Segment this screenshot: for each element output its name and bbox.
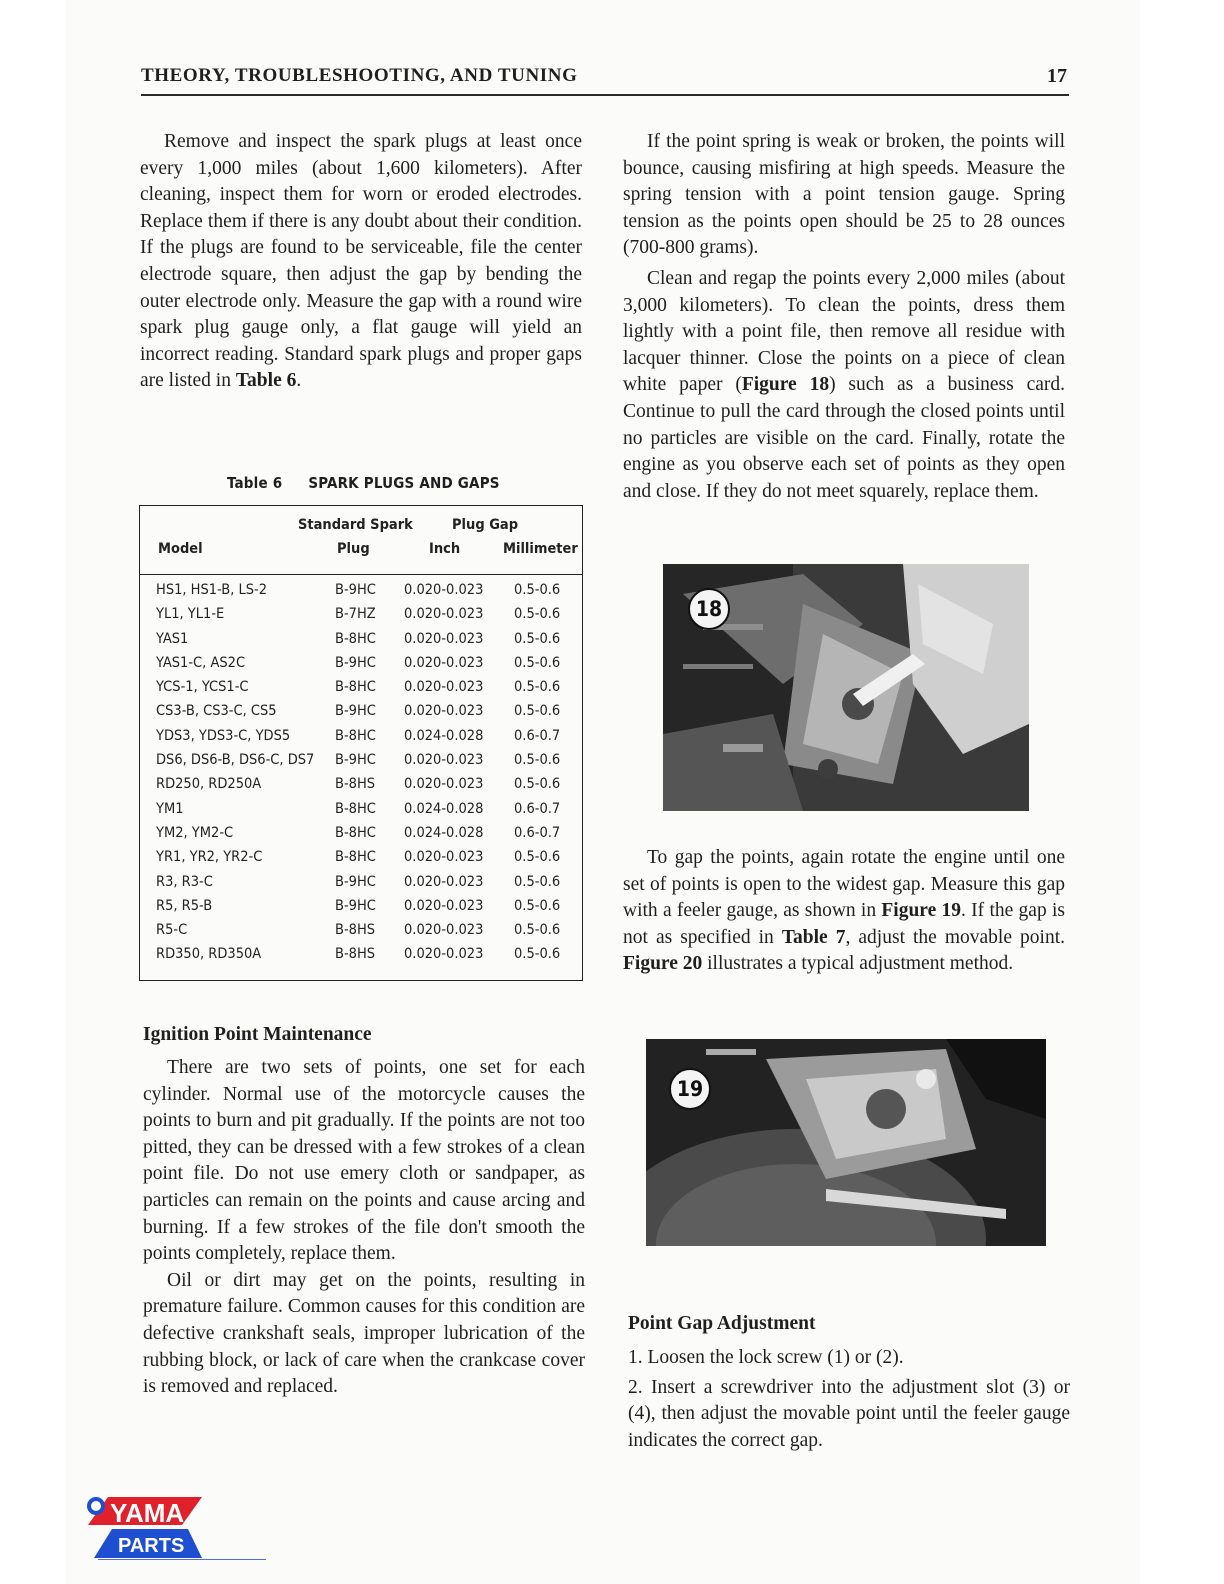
cell-plug: B-8HC — [335, 800, 376, 817]
cell-inch: 0.020-0.023 — [404, 630, 484, 647]
cell-model: RD350, RD350A — [156, 946, 262, 963]
step-1: 1. Loosen the lock screw (1) or (2). — [628, 1347, 904, 1368]
cell-plug: B-9HC — [335, 897, 376, 914]
cell-model: YM2, YM2-C — [156, 824, 234, 841]
page-number: 17 — [1047, 65, 1067, 87]
cell-inch: 0.020-0.023 — [404, 946, 484, 963]
text-run: Clean and regap the points every 2,000 miles (about 3,000 kilometers). To clean the points, dress them lightly with a point file, then remove all residue with lacquer thinner. Close the points on a piece of clean white paper ( — [623, 267, 1065, 396]
left-column-ignition — [143, 1024, 585, 1401]
cell-millimeter: 0.5-0.6 — [514, 679, 561, 696]
cell-inch: 0.020-0.023 — [404, 897, 484, 914]
bold-reference: Table 6 — [235, 370, 297, 392]
ignition-heading: Ignition Point Maintenance — [143, 1024, 372, 1045]
cell-inch: 0.024-0.028 — [404, 824, 484, 841]
cell-plug: B-7HZ — [335, 606, 376, 623]
step-2: 2. Insert a screwdriver into the adjustment slot (3) or (4), then adjust the movable point until the feeler gauge indicates the correct gap. — [628, 1376, 1070, 1451]
header-plug: Plug — [337, 541, 370, 557]
cell-inch: 0.020-0.023 — [404, 582, 484, 598]
cell-millimeter: 0.5-0.6 — [514, 654, 561, 671]
table-row — [140, 752, 582, 776]
right-column-adjustment — [628, 1313, 1070, 1454]
yama-parts-logo[interactable] — [84, 1492, 274, 1562]
right-column-top — [623, 129, 1065, 505]
left-column-intro — [140, 129, 582, 395]
spring-paragraph: If the point spring is weak or broken, the points will bounce, causing misfiring at high speeds. Measure the spring tension with a point tension gauge. Spring tension as the points open should be 25 to 28 ounces (700-800 grams). — [623, 131, 1065, 259]
table-body — [140, 582, 582, 971]
logo-bottom-text: PARTS — [118, 1535, 185, 1557]
running-header — [141, 62, 1069, 96]
cell-model: YCS-1, YCS1-C — [156, 679, 249, 696]
cell-plug: B-9HC — [335, 654, 376, 671]
spark-plug-paragraph — [140, 129, 582, 395]
ignition-paragraph-1: There are two sets of points, one set for each cylinder. Normal use of the motorcycle causes the points to burn and pit gradually. If the points are not too pitted, they can be dressed with a few strokes of a clean point file. Do not use emery cloth or sandpaper, as particles can remain on the points and cause arcing and burning. If a few strokes of the file don't smooth the points completely, replace them. — [143, 1057, 585, 1265]
cell-plug: B-8HC — [335, 824, 376, 841]
table-row — [140, 631, 582, 655]
text-run: ) such as a business card. Continue to pull the card through the closed points until no particles are visible on the card. Finally, rotate the engine as you observe each set of points as they open and close. If they do not meet squarely, replace them. — [623, 374, 1065, 502]
cell-model: YR1, YR2, YR2-C — [156, 849, 263, 866]
logo-graphic — [84, 1492, 274, 1562]
gap-points-paragraph — [623, 845, 1065, 978]
table-row — [140, 849, 582, 873]
header-inch: Inch — [429, 541, 461, 557]
table-row — [140, 703, 582, 727]
cell-inch: 0.020-0.023 — [404, 606, 484, 623]
header-standard-spark: Standard Spark — [298, 517, 413, 533]
logo-top-text: YAMA — [110, 1498, 185, 1528]
table-row — [140, 655, 582, 679]
text-run: illustrates a typical adjustment method. — [702, 953, 1014, 975]
cell-millimeter: 0.6-0.7 — [514, 800, 561, 817]
cell-millimeter: 0.5-0.6 — [514, 582, 561, 598]
table-row — [140, 679, 582, 703]
cell-model: YAS1-C, AS2C — [156, 654, 246, 671]
figure-18-photo — [663, 564, 1029, 811]
cell-inch: 0.020-0.023 — [404, 654, 484, 671]
table-row — [140, 825, 582, 849]
table-row — [140, 922, 582, 946]
text-run: , adjust the movable point. — [845, 926, 1065, 948]
header-millimeter: Millimeter — [503, 541, 578, 557]
cell-inch: 0.020-0.023 — [404, 849, 484, 866]
cell-model: YAS1 — [156, 630, 189, 647]
cell-model: YL1, YL1-E — [156, 606, 225, 623]
cell-millimeter: 0.5-0.6 — [514, 946, 561, 963]
right-column-gap — [623, 845, 1065, 978]
cell-plug: B-8HC — [335, 727, 376, 744]
table-caption-title: SPARK PLUGS AND GAPS — [308, 474, 500, 492]
cell-inch: 0.020-0.023 — [404, 922, 484, 939]
cell-plug: B-8HC — [335, 849, 376, 866]
cell-model: DS6, DS6-B, DS6-C, DS7 — [156, 752, 315, 769]
table-row — [140, 946, 582, 970]
cell-plug: B-9HC — [335, 752, 376, 769]
cell-plug: B-8HS — [335, 922, 376, 939]
table-row — [140, 874, 582, 898]
cell-millimeter: 0.5-0.6 — [514, 606, 561, 623]
header-title: THEORY, TROUBLESHOOTING, AND TUNING — [141, 65, 578, 86]
cell-inch: 0.020-0.023 — [404, 679, 484, 696]
figure-19-photo — [646, 1039, 1046, 1246]
cell-model: CS3-B, CS3-C, CS5 — [156, 703, 277, 720]
cell-millimeter: 0.5-0.6 — [514, 752, 561, 769]
cell-millimeter: 0.5-0.6 — [514, 897, 561, 914]
cell-model: R5-C — [156, 922, 188, 939]
cell-millimeter: 0.5-0.6 — [514, 922, 561, 939]
cell-inch: 0.020-0.023 — [404, 776, 484, 793]
table-row — [140, 801, 582, 825]
cell-inch: 0.020-0.023 — [404, 873, 484, 890]
adjustment-heading: Point Gap Adjustment — [628, 1313, 816, 1334]
bold-reference: Figure 19 — [881, 900, 962, 922]
cell-inch: 0.024-0.028 — [404, 800, 484, 817]
logo-underline — [98, 1559, 266, 1560]
header-plug-gap: Plug Gap — [452, 517, 519, 533]
bold-reference: Table 7 — [781, 926, 846, 948]
cell-plug: B-9HC — [335, 873, 376, 890]
figure-18-badge: 18 — [688, 588, 730, 630]
bold-reference: Figure 20 — [623, 953, 703, 975]
figure-19-illustration — [646, 1039, 1046, 1246]
cell-millimeter: 0.5-0.6 — [514, 703, 561, 720]
cell-model: YM1 — [156, 800, 184, 817]
cell-model: YDS3, YDS3-C, YDS5 — [156, 727, 291, 744]
clean-points-paragraph — [623, 266, 1065, 505]
figure-19-badge: 19 — [669, 1068, 711, 1110]
table-row — [140, 582, 582, 606]
bold-reference: Figure 18 — [741, 374, 830, 396]
cell-plug: B-8HS — [335, 776, 376, 793]
table-caption-label: Table 6 — [227, 474, 283, 492]
text-run: To gap the points, again rotate the engine until one set of points is open to the widest gap. Measure this gap with a feeler gauge, as shown in — [623, 847, 1065, 922]
spark-plugs-table — [139, 505, 583, 981]
cell-millimeter: 0.5-0.6 — [514, 849, 561, 866]
cell-model: RD250, RD250A — [156, 776, 262, 793]
text-run: . — [296, 370, 302, 392]
table-row — [140, 776, 582, 800]
cell-model: HS1, HS1-B, LS-2 — [156, 582, 268, 598]
cell-inch: 0.024-0.028 — [404, 727, 484, 744]
cell-millimeter: 0.5-0.6 — [514, 630, 561, 647]
cell-model: R5, R5-B — [156, 897, 213, 914]
cell-plug: B-9HC — [335, 703, 376, 720]
table-caption — [227, 474, 500, 492]
cell-millimeter: 0.6-0.7 — [514, 727, 561, 744]
text-run: Remove and inspect the spark plugs at least once every 1,000 miles (about 1,600 kilometers). After cleaning, inspect them for worn or eroded electrodes. Replace them if there is any doubt about their condition. If the plugs are found to be serviceable, file the center electrode square, then adjust the gap by bending the outer electrode only. Measure the gap with a round wire spark plug gauge only, a flat gauge will yield an incorrect reading. Standard spark plugs and proper gaps are listed in — [140, 131, 582, 392]
cell-millimeter: 0.5-0.6 — [514, 873, 561, 890]
ignition-paragraph-2: Oil or dirt may get on the points, resulting in premature failure. Common causes for this condition are defective crankshaft seals, improper lubrication of the rubbing block, or lack of care when the crankcase cover is removed and replaced. — [143, 1269, 585, 1398]
cell-model: R3, R3-C — [156, 873, 213, 890]
cell-plug: B-9HC — [335, 582, 376, 598]
table-row — [140, 606, 582, 630]
header-model: Model — [158, 541, 203, 557]
cell-plug: B-8HC — [335, 679, 376, 696]
cell-inch: 0.020-0.023 — [404, 703, 484, 720]
header-divider — [140, 574, 582, 575]
cell-plug: B-8HC — [335, 630, 376, 647]
cell-plug: B-8HS — [335, 946, 376, 963]
cell-millimeter: 0.5-0.6 — [514, 776, 561, 793]
text-run: . If the gap is not as specified in — [623, 900, 1065, 948]
table-row — [140, 728, 582, 752]
cell-millimeter: 0.6-0.7 — [514, 824, 561, 841]
cell-inch: 0.020-0.023 — [404, 752, 484, 769]
table-row — [140, 898, 582, 922]
